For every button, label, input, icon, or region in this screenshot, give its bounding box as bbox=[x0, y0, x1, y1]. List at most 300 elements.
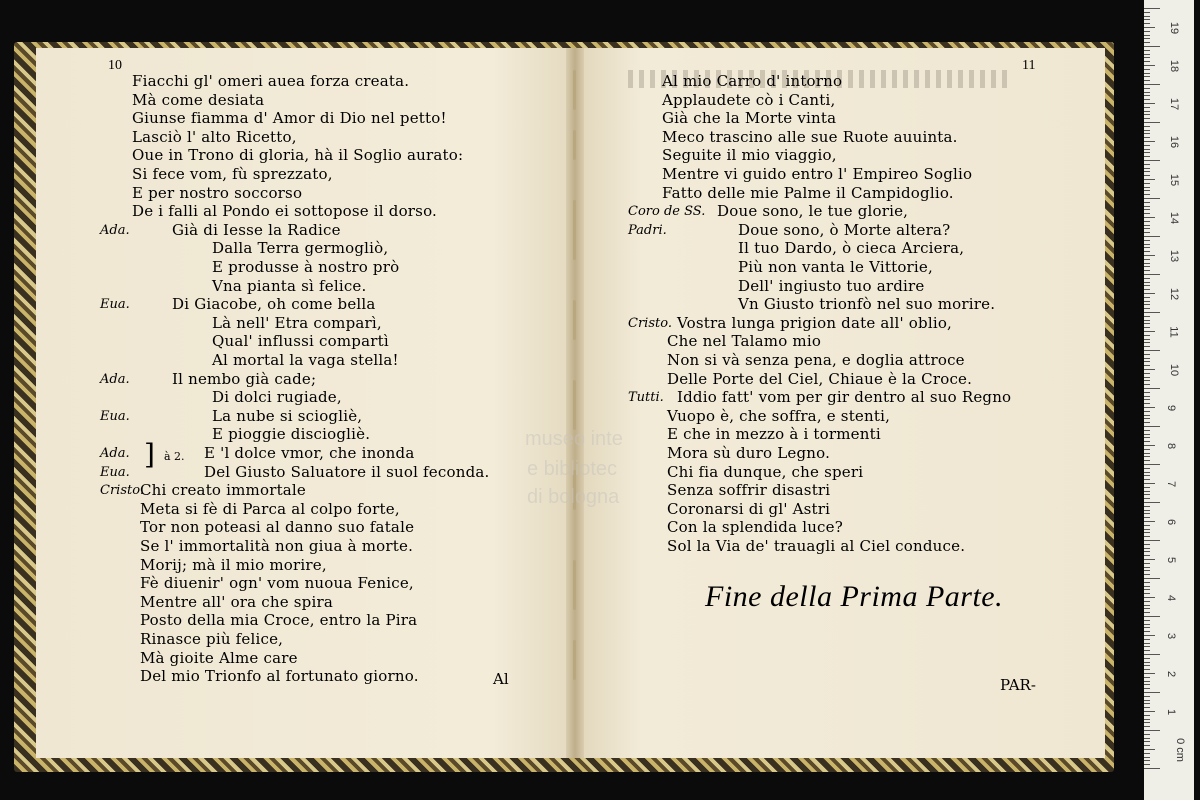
ruler-tick bbox=[1144, 301, 1150, 302]
ruler-tick bbox=[1144, 160, 1160, 161]
verse-line: Con la splendida luce? bbox=[667, 518, 843, 537]
ruler-number: 7 bbox=[1165, 480, 1178, 488]
ruler-tick bbox=[1144, 373, 1150, 374]
ruler-tick bbox=[1144, 209, 1150, 210]
verse-line: Non si và senza pena, e doglia attroce bbox=[667, 351, 965, 369]
ruler-number: 4 bbox=[1165, 594, 1178, 602]
ruler-tick bbox=[1144, 415, 1150, 416]
ruler-tick bbox=[1144, 149, 1150, 150]
ruler-tick bbox=[1144, 730, 1160, 731]
verse-line: Vna pianta sì felice. bbox=[212, 276, 367, 295]
ruler-tick bbox=[1144, 707, 1150, 708]
verse-line: Giunse fiamma d' Amor di Dio nel petto! bbox=[132, 109, 447, 128]
ruler-tick bbox=[1144, 111, 1150, 112]
speaker-label: Cristo. bbox=[628, 315, 672, 331]
ruler-tick bbox=[1144, 42, 1150, 43]
ruler-tick bbox=[1144, 430, 1150, 431]
ruler-tick bbox=[1144, 369, 1155, 370]
verse-line: Al mio Carro d' intorno bbox=[662, 72, 843, 90]
binding-stitch bbox=[573, 300, 576, 340]
speaker-label: Tutti. bbox=[628, 390, 664, 406]
ruler-tick bbox=[1144, 513, 1150, 514]
ruler-tick bbox=[1144, 696, 1150, 697]
ruler-tick bbox=[1144, 130, 1150, 131]
ruler-tick bbox=[1144, 126, 1150, 127]
ruler-tick bbox=[1144, 38, 1150, 39]
verse-line: Chi fia dunque, che speri bbox=[667, 462, 864, 481]
verse-line: Al mortal la vaga stella! bbox=[212, 351, 399, 369]
watermark-line-2: e bibliotec bbox=[527, 458, 618, 480]
ruler-number: 10 bbox=[1168, 363, 1181, 377]
ruler-number: 8 bbox=[1165, 442, 1178, 450]
ruler-tick bbox=[1144, 529, 1150, 530]
ruler-tick bbox=[1144, 27, 1155, 28]
ruler-tick bbox=[1144, 202, 1150, 203]
ruler-tick bbox=[1144, 658, 1150, 659]
ruler-tick bbox=[1144, 164, 1150, 165]
ruler-tick bbox=[1144, 768, 1160, 769]
ruler-number: 13 bbox=[1168, 249, 1181, 263]
ruler-number: 16 bbox=[1168, 135, 1181, 149]
watermark-line-3: di bologna bbox=[527, 486, 620, 508]
watermark-line-1: museo inte bbox=[525, 428, 623, 450]
speaker-label: Ada. bbox=[100, 222, 130, 238]
ruler-number: 1 bbox=[1165, 708, 1178, 716]
ruler-tick bbox=[1144, 12, 1150, 13]
ruler-tick bbox=[1144, 551, 1150, 552]
ruler-tick bbox=[1144, 31, 1150, 32]
verse-line: Là nell' Etra comparì, bbox=[212, 313, 382, 332]
ruler-tick bbox=[1144, 23, 1150, 24]
ruler-tick bbox=[1144, 278, 1150, 279]
verse-line: Fè diuenir' ogn' vom nuoua Fenice, bbox=[140, 574, 414, 593]
ruler-tick bbox=[1144, 422, 1150, 423]
verse-line: Posto della mia Croce, entro la Pira bbox=[140, 611, 418, 630]
ruler-tick bbox=[1144, 282, 1150, 283]
ruler-tick bbox=[1144, 498, 1150, 499]
ruler-tick bbox=[1144, 65, 1155, 66]
ruler-tick bbox=[1144, 213, 1150, 214]
ruler-tick bbox=[1144, 225, 1150, 226]
ruler-tick bbox=[1144, 711, 1155, 712]
verse-line: Mora sù duro Legno. bbox=[667, 444, 831, 462]
ruler-tick bbox=[1144, 643, 1150, 644]
ruler-number: 14 bbox=[1168, 211, 1181, 225]
ruler-tick bbox=[1144, 521, 1155, 522]
ruler-tick bbox=[1144, 285, 1150, 286]
ruler-tick bbox=[1144, 46, 1160, 47]
ruler-tick bbox=[1144, 624, 1150, 625]
ruler-tick bbox=[1144, 734, 1150, 735]
ruler-tick bbox=[1144, 646, 1150, 647]
ruler-number: 15 bbox=[1168, 173, 1181, 187]
ruler-tick bbox=[1144, 620, 1150, 621]
verse-line: Iddio fatt' vom per gir dentro al suo Regno bbox=[677, 388, 1012, 407]
ruler-tick bbox=[1144, 399, 1150, 400]
speaker-label: Padri. bbox=[628, 222, 667, 238]
ruler-tick bbox=[1144, 175, 1150, 176]
ruler-tick bbox=[1144, 266, 1150, 267]
ruler-tick bbox=[1144, 555, 1150, 556]
ruler-tick bbox=[1144, 738, 1150, 739]
ruler-tick bbox=[1144, 753, 1150, 754]
ruler-tick bbox=[1144, 274, 1160, 275]
ruler-tick bbox=[1144, 35, 1150, 36]
ruler-tick bbox=[1144, 673, 1155, 674]
ruler-tick bbox=[1144, 510, 1150, 511]
ruler-tick bbox=[1144, 479, 1150, 480]
ruler-tick bbox=[1144, 247, 1150, 248]
ruler-tick bbox=[1144, 627, 1150, 628]
ruler-tick bbox=[1144, 605, 1150, 606]
verse-line: Vuopo è, che soffra, e stenti, bbox=[667, 406, 891, 425]
verse-line: Che nel Talamo mio bbox=[667, 332, 822, 351]
ruler-tick bbox=[1144, 700, 1150, 701]
verse-line: E per nostro soccorso bbox=[132, 183, 303, 202]
ruler-number: 5 bbox=[1165, 556, 1178, 564]
binding-stitch bbox=[573, 380, 576, 430]
ruler-tick bbox=[1144, 418, 1150, 419]
ruler-tick bbox=[1144, 468, 1150, 469]
speaker-label: Coro de SS. bbox=[628, 204, 706, 220]
verse-line: Fatto delle mie Palme il Campidoglio. bbox=[662, 183, 954, 202]
ruler-tick bbox=[1144, 384, 1150, 385]
verse-line: Del Giusto Saluatore il suol feconda. bbox=[204, 462, 490, 481]
ruler-tick bbox=[1144, 684, 1150, 685]
ruler-tick bbox=[1144, 745, 1150, 746]
ruler-tick bbox=[1144, 331, 1155, 332]
ruler-tick bbox=[1144, 350, 1160, 351]
ruler-tick bbox=[1144, 506, 1150, 507]
verse-line: Dell' ingiusto tuo ardire bbox=[738, 276, 925, 295]
ruler-tick bbox=[1144, 441, 1150, 442]
verse-line: Doue sono, le tue glorie, bbox=[717, 202, 909, 221]
verse-line: Senza soffrir disastri bbox=[667, 481, 831, 500]
ruler-tick bbox=[1144, 517, 1150, 518]
ruler-tick bbox=[1144, 525, 1150, 526]
ruler-tick bbox=[1144, 88, 1150, 89]
ruler-tick bbox=[1144, 190, 1150, 191]
ruler-tick bbox=[1144, 487, 1150, 488]
ruler-tick bbox=[1144, 8, 1160, 9]
verse-line: Qual' influssi compartì bbox=[212, 332, 389, 351]
ruler-tick bbox=[1144, 403, 1150, 404]
binding-stitch bbox=[573, 70, 576, 110]
ruler-tick bbox=[1144, 183, 1150, 184]
ruler-tick bbox=[1144, 316, 1150, 317]
ruler-tick bbox=[1144, 437, 1150, 438]
ruler-tick bbox=[1144, 145, 1150, 146]
ruler-tick bbox=[1144, 80, 1150, 81]
ruler-tick bbox=[1144, 187, 1150, 188]
ruler-tick bbox=[1144, 99, 1150, 100]
speaker-label: Cristo. bbox=[100, 483, 144, 499]
ruler-number: 12 bbox=[1168, 287, 1181, 301]
verse-line: Doue sono, ò Morte altera? bbox=[738, 220, 951, 239]
ruler-tick bbox=[1144, 61, 1150, 62]
ruler-tick bbox=[1144, 586, 1150, 587]
ruler-tick bbox=[1144, 639, 1150, 640]
ruler-number: 11 bbox=[1167, 326, 1180, 338]
verse-line: Vostra lunga prigion date all' oblio, bbox=[677, 313, 953, 332]
ruler-tick bbox=[1144, 650, 1150, 651]
ruler-tick bbox=[1144, 749, 1155, 750]
verse-line: Oue in Trono di gloria, hà il Soglio aurato: bbox=[132, 146, 464, 165]
ruler-tick bbox=[1144, 297, 1150, 298]
ruler-tick bbox=[1144, 118, 1150, 119]
ruler-tick bbox=[1144, 19, 1150, 20]
speaker-label: Eua. bbox=[100, 408, 130, 424]
ruler-tick bbox=[1144, 544, 1150, 545]
ruler-tick bbox=[1144, 206, 1150, 207]
ruler-tick bbox=[1144, 449, 1150, 450]
ruler-tick bbox=[1144, 601, 1150, 602]
ruler-tick bbox=[1144, 133, 1150, 134]
ruler-tick bbox=[1144, 574, 1150, 575]
ruler-tick bbox=[1144, 114, 1150, 115]
ruler-tick bbox=[1144, 323, 1150, 324]
ruler-tick bbox=[1144, 122, 1160, 123]
verse-line: Chi creato immortale bbox=[140, 481, 307, 500]
verse-line: Di dolci rugiade, bbox=[212, 388, 342, 407]
ruler-tick bbox=[1144, 494, 1150, 495]
binding-stitch bbox=[573, 640, 576, 680]
verse-line: Sol la Via de' trauagli al Ciel conduce. bbox=[667, 537, 966, 555]
verse-line: Mentre all' ora che spira bbox=[140, 592, 333, 611]
ruler-tick bbox=[1144, 304, 1150, 305]
ruler-tick bbox=[1144, 434, 1150, 435]
ruler-tick bbox=[1144, 137, 1150, 138]
ruler-tick bbox=[1144, 475, 1150, 476]
ruler-tick bbox=[1144, 270, 1150, 271]
ruler-tick bbox=[1144, 377, 1150, 378]
binding-stitch bbox=[573, 200, 576, 260]
right-page-number: 11 bbox=[1022, 58, 1036, 73]
ruler-tick bbox=[1144, 232, 1150, 233]
ruler-tick bbox=[1144, 760, 1150, 761]
ruler-tick bbox=[1144, 179, 1155, 180]
ruler-tick bbox=[1144, 692, 1160, 693]
speaker-label: Ada. bbox=[100, 446, 130, 461]
speaker-label: Eua. bbox=[100, 297, 130, 313]
ruler-tick bbox=[1144, 388, 1160, 389]
measurement-ruler bbox=[1144, 0, 1194, 800]
ruler-number: 6 bbox=[1165, 518, 1178, 526]
verse-line: Rinasce più felice, bbox=[140, 630, 284, 648]
ruler-tick bbox=[1144, 597, 1155, 598]
verse-line: Del mio Trionfo al fortunato giorno. bbox=[140, 667, 419, 686]
verse-line: Già che la Morte vinta bbox=[662, 109, 837, 128]
ruler-tick bbox=[1144, 365, 1150, 366]
verse-line: E produsse à nostro prò bbox=[212, 258, 400, 276]
ruler-tick bbox=[1144, 320, 1150, 321]
ruler-tick bbox=[1144, 445, 1155, 446]
ruler-tick bbox=[1144, 308, 1150, 309]
verse-line: Mà come desiata bbox=[132, 90, 265, 109]
ruler-tick bbox=[1144, 635, 1155, 636]
ruler-tick bbox=[1144, 677, 1150, 678]
verse-line: Se l' immortalità non giua à morte. bbox=[140, 537, 414, 555]
ruler-tick bbox=[1144, 259, 1150, 260]
ruler-tick bbox=[1144, 228, 1150, 229]
ruler-tick bbox=[1144, 502, 1160, 503]
ruler-tick bbox=[1144, 198, 1160, 199]
ruler-number: 2 bbox=[1165, 670, 1178, 678]
binding-stitch bbox=[573, 560, 576, 610]
ruler-tick bbox=[1144, 407, 1155, 408]
ruler-tick bbox=[1144, 76, 1150, 77]
ruler-tick bbox=[1144, 681, 1150, 682]
verse-line: Di Giacobe, oh come bella bbox=[172, 295, 376, 314]
ruler-tick bbox=[1144, 251, 1150, 252]
ruler-tick bbox=[1144, 662, 1150, 663]
verse-line: Vn Giusto trionfò nel suo morire. bbox=[738, 295, 996, 314]
ruler-tick bbox=[1144, 464, 1160, 465]
ruler-tick bbox=[1144, 491, 1150, 492]
ruler-tick bbox=[1144, 688, 1150, 689]
verse-line: Mentre vi guido entro l' Empireo Soglio bbox=[662, 165, 973, 183]
verse-line: Si fece vom, fù sprezzato, bbox=[132, 165, 333, 183]
ruler-tick bbox=[1144, 244, 1150, 245]
ruler-tick bbox=[1144, 722, 1150, 723]
ruler-tick bbox=[1144, 57, 1150, 58]
ruler-tick bbox=[1144, 152, 1150, 153]
verse-line: Morij; mà il mio morire, bbox=[140, 555, 327, 574]
ruler-tick bbox=[1144, 757, 1150, 758]
ruler-tick bbox=[1144, 608, 1150, 609]
ruler-tick bbox=[1144, 361, 1150, 362]
ruler-tick bbox=[1144, 570, 1150, 571]
ruler-tick bbox=[1144, 69, 1150, 70]
verse-line: Più non vanta le Vittorie, bbox=[738, 258, 933, 276]
ruler-number: 17 bbox=[1168, 97, 1181, 111]
left-page-number: 10 bbox=[108, 58, 122, 73]
verse-line: Lasciò l' alto Ricetto, bbox=[132, 127, 297, 146]
ruler-tick bbox=[1144, 631, 1150, 632]
ruler-tick bbox=[1144, 741, 1150, 742]
ruler-tick bbox=[1144, 380, 1150, 381]
ruler-tick bbox=[1144, 589, 1150, 590]
ruler-tick bbox=[1144, 669, 1150, 670]
ruler-tick bbox=[1144, 263, 1150, 264]
ruler-tick bbox=[1144, 217, 1155, 218]
verse-line: E che in mezzo à i tormenti bbox=[667, 425, 881, 444]
verse-line: E pioggie disciogliè. bbox=[212, 425, 371, 444]
ruler-tick bbox=[1144, 312, 1160, 313]
ruler-tick bbox=[1144, 293, 1155, 294]
ruler-tick bbox=[1144, 593, 1150, 594]
ruler-tick bbox=[1144, 411, 1150, 412]
ruler-tick bbox=[1144, 194, 1150, 195]
verse-line: E 'l dolce vmor, che inonda bbox=[204, 444, 415, 462]
ruler-number: 0 cm bbox=[1173, 738, 1186, 762]
binding-stitch bbox=[573, 130, 576, 160]
ruler-tick bbox=[1144, 342, 1150, 343]
ruler-tick bbox=[1144, 396, 1150, 397]
ruler-tick bbox=[1144, 532, 1150, 533]
ruler-tick bbox=[1144, 156, 1150, 157]
ruler-tick bbox=[1144, 567, 1150, 568]
ruler-tick bbox=[1144, 103, 1155, 104]
ruler-tick bbox=[1144, 559, 1155, 560]
ruler-tick bbox=[1144, 536, 1150, 537]
ruler-tick bbox=[1144, 654, 1160, 655]
ruler-tick bbox=[1144, 540, 1160, 541]
ruler-tick bbox=[1144, 327, 1150, 328]
ruler-tick bbox=[1144, 358, 1150, 359]
verse-line: Meco trascino alle sue Ruote auuinta. bbox=[662, 127, 958, 146]
ruler-tick bbox=[1144, 578, 1160, 579]
ruler-number: 18 bbox=[1168, 59, 1181, 73]
ruler-tick bbox=[1144, 616, 1160, 617]
ruler-tick bbox=[1144, 73, 1150, 74]
verse-line: La nube si sciogliè, bbox=[212, 406, 363, 425]
ruler-tick bbox=[1144, 460, 1150, 461]
speaker-label: Eua. bbox=[100, 464, 130, 480]
ruler-tick bbox=[1144, 346, 1150, 347]
ruler-number: 19 bbox=[1168, 21, 1181, 35]
verse-line: Delle Porte del Ciel, Chiaue è la Croce. bbox=[667, 369, 973, 388]
speaker-label: Ada. bbox=[100, 371, 130, 387]
verse-line: Tor non poteasi al danno suo fatale bbox=[140, 518, 415, 537]
ruler-tick bbox=[1144, 764, 1150, 765]
ruler-number: 3 bbox=[1165, 632, 1178, 640]
ruler-tick bbox=[1144, 392, 1150, 393]
verse-line: De i falli al Pondo ei sottopose il dorso. bbox=[132, 202, 438, 221]
ruler-tick bbox=[1144, 289, 1150, 290]
ruler-tick bbox=[1144, 107, 1150, 108]
ruler-tick bbox=[1144, 339, 1150, 340]
ruler-tick bbox=[1144, 548, 1150, 549]
ruler-tick bbox=[1144, 354, 1150, 355]
ruler-tick bbox=[1144, 240, 1150, 241]
ruler-tick bbox=[1144, 453, 1150, 454]
duet-mark: à 2. bbox=[164, 450, 185, 463]
ruler-tick bbox=[1144, 255, 1155, 256]
ruler-tick bbox=[1144, 16, 1150, 17]
ruler-tick bbox=[1144, 665, 1150, 666]
verse-line: Applaudete cò i Canti, bbox=[662, 90, 836, 109]
ruler-tick bbox=[1144, 84, 1160, 85]
ruler-tick bbox=[1144, 95, 1150, 96]
ruler-tick bbox=[1144, 335, 1150, 336]
ruler-tick bbox=[1144, 426, 1160, 427]
ruler-tick bbox=[1144, 236, 1160, 237]
ruler-tick bbox=[1144, 703, 1150, 704]
verse-line: Il tuo Dardo, ò cieca Arciera, bbox=[738, 239, 965, 258]
ruler-tick bbox=[1144, 168, 1150, 169]
left-catchword: Al bbox=[493, 670, 509, 688]
ruler-tick bbox=[1144, 92, 1150, 93]
ruler-tick bbox=[1144, 726, 1150, 727]
ruler-tick bbox=[1144, 563, 1150, 564]
ruler-number: 9 bbox=[1165, 404, 1178, 412]
ruler-tick bbox=[1144, 612, 1150, 613]
ruler-tick bbox=[1144, 582, 1150, 583]
right-catchword: PAR- bbox=[1000, 676, 1036, 694]
ruler-tick bbox=[1144, 221, 1150, 222]
ruler-tick bbox=[1144, 715, 1150, 716]
verse-line: Già di Iesse la Radice bbox=[172, 220, 341, 239]
ruler-tick bbox=[1144, 54, 1150, 55]
ruler-tick bbox=[1144, 719, 1150, 720]
ruler-tick bbox=[1144, 171, 1150, 172]
ruler-tick bbox=[1144, 483, 1155, 484]
verse-line: Seguite il mio viaggio, bbox=[662, 146, 837, 165]
verse-line: Il nembo già cade; bbox=[172, 369, 317, 388]
verse-line: Coronarsi di gl' Astri bbox=[667, 499, 831, 518]
verse-line: Fiacchi gl' omeri auea forza creata. bbox=[132, 72, 410, 90]
